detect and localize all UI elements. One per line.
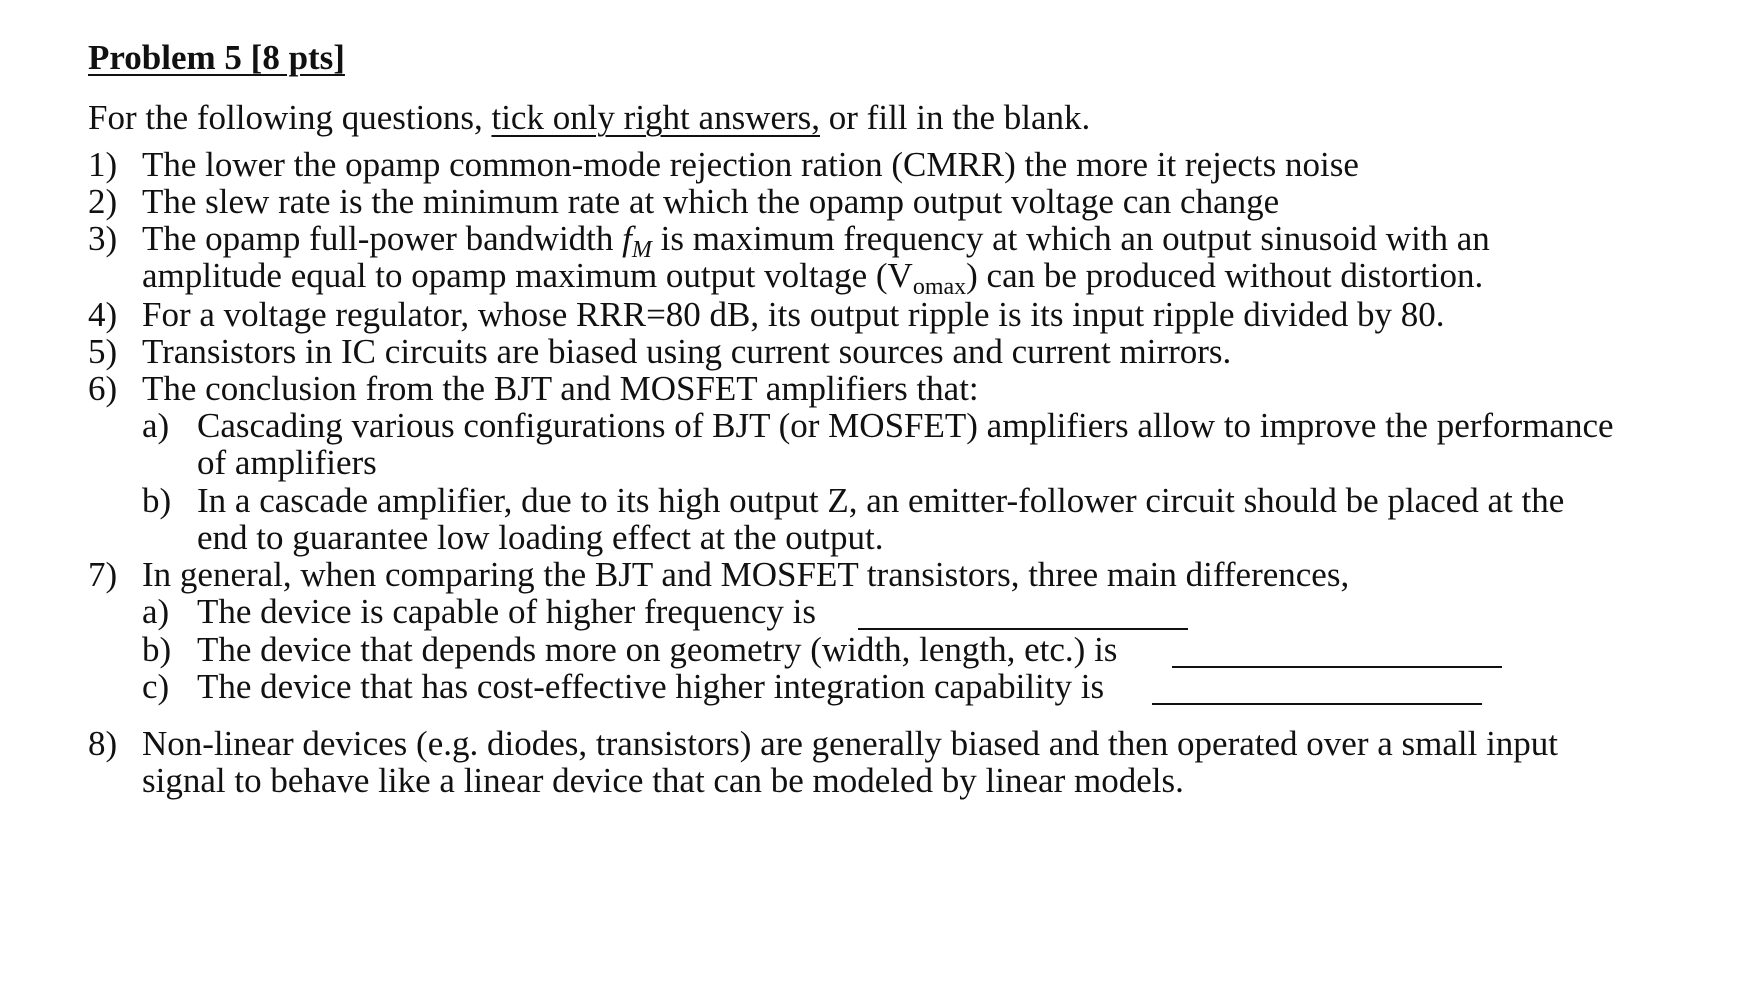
- item-6-text: The conclusion from the BJT and MOSFET amplifiers that:: [142, 369, 979, 408]
- instructions-pre: For the following questions,: [88, 98, 492, 137]
- item-6b-line-1: In a cascade amplifier, due to its high output Z, an emitter-follower circuit should be placed at the: [197, 481, 1565, 520]
- answer-blank-7c[interactable]: [1152, 703, 1482, 705]
- instructions: [88, 96, 1090, 140]
- item-number-4: 4): [88, 295, 118, 334]
- item-number-7: 7): [88, 555, 118, 594]
- answer-blank-7b[interactable]: [1172, 666, 1502, 668]
- item-7b-text: The device that depends more on geometry (width, length, etc.) is: [197, 630, 1118, 669]
- item-7c-label: c): [142, 667, 170, 706]
- item-4-text: For a voltage regulator, whose RRR=80 dB, its output ripple is its input ripple divided by 80.: [142, 295, 1445, 334]
- vomax-subscript: omax: [912, 274, 967, 300]
- item-3-line-2-post: ) can be produced without distortion.: [966, 256, 1484, 295]
- item-7a-label: a): [142, 592, 170, 631]
- item-number-5: 5): [88, 332, 118, 371]
- item-6b-label: b): [142, 481, 172, 520]
- item-6b-line-2: end to guarantee low loading effect at the output.: [197, 518, 884, 557]
- instructions-post: or fill in the blank.: [820, 98, 1091, 137]
- item-6a-line-1: Cascading various configurations of BJT (or MOSFET) amplifiers allow to improve the performance: [197, 406, 1614, 445]
- item-6a-line-2: of amplifiers: [197, 443, 377, 482]
- item-8-line-1: Non-linear devices (e.g. diodes, transistors) are generally biased and then operated over a small input: [142, 724, 1559, 763]
- item-7c-text: The device that has cost-effective higher integration capability is: [197, 667, 1105, 706]
- item-3-line-1-post: is maximum frequency at which an output sinusoid with an: [651, 219, 1490, 258]
- item-number-1: 1): [88, 145, 118, 184]
- item-3-line-2-pre: amplitude equal to opamp maximum output voltage (V: [142, 256, 913, 295]
- item-7a-text: The device is capable of higher frequency is: [197, 592, 817, 631]
- item-2-text: The slew rate is the minimum rate at which the opamp output voltage can change: [142, 182, 1280, 221]
- item-1-text: The lower the opamp common-mode rejection ration (CMRR) the more it rejects noise: [142, 145, 1359, 184]
- problem-title: Problem 5 [8 pts]: [88, 38, 345, 77]
- item-6a-label: a): [142, 406, 170, 445]
- item-number-3: 3): [88, 219, 118, 258]
- item-8-line-2: signal to behave like a linear device that can be modeled by linear models.: [142, 761, 1184, 800]
- fm-symbol: [622, 219, 652, 263]
- item-7b-label: b): [142, 630, 172, 669]
- item-number-6: 6): [88, 369, 118, 408]
- item-number-8: 8): [88, 724, 118, 763]
- item-number-2: 2): [88, 182, 118, 221]
- fm-symbol-f: f: [622, 219, 632, 258]
- item-7-text: In general, when comparing the BJT and MOSFET transistors, three main differences,: [142, 555, 1350, 594]
- instructions-underlined: tick only right answers,: [491, 98, 821, 137]
- fm-symbol-subscript: M: [631, 237, 652, 263]
- item-3-line-1-pre: The opamp full-power bandwidth: [142, 219, 623, 258]
- item-5-text: Transistors in IC circuits are biased using current sources and current mirrors.: [142, 332, 1232, 371]
